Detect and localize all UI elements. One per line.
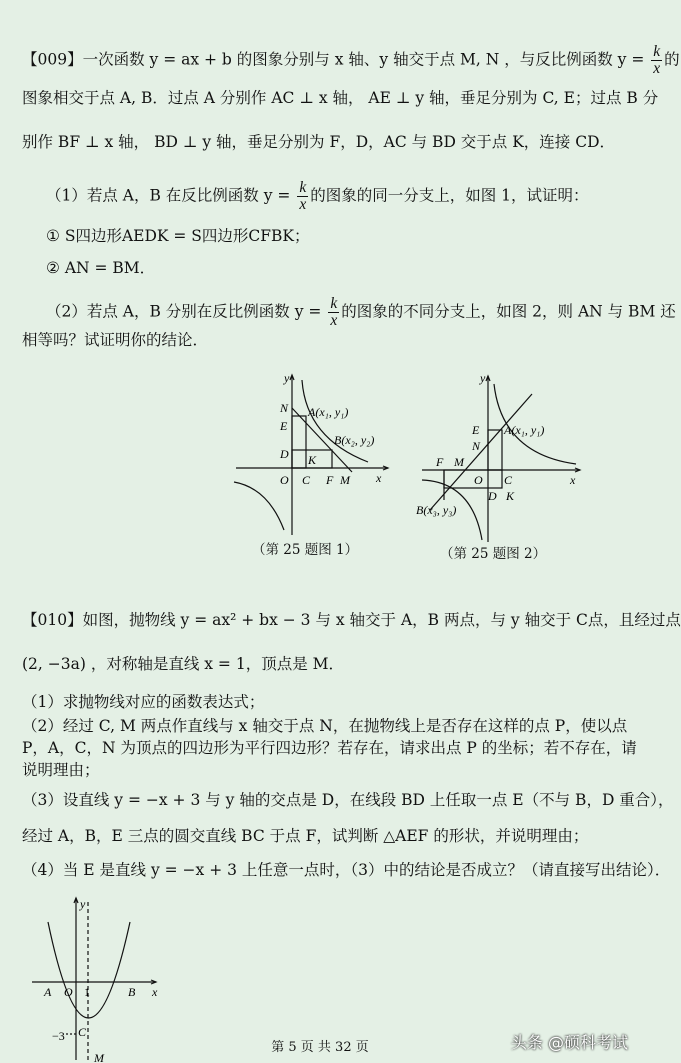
- parabola-curve: [48, 922, 130, 1018]
- p009-q2-cont: 相等吗？试证明你的结论．: [22, 331, 209, 349]
- p010-q3-line1: （3）设直线 y = −x + 3 与 y 轴的交点是 D，在线段 BD 上任取一点 E（不与 B，D 重合），: [22, 791, 674, 809]
- p009-line1-text: 【009】一次函数 y = ax + b 的图象分别与 x 轴、y 轴交于点 M, N ，与反比例函数 y =: [22, 50, 645, 69]
- fraction-k-over-x: $\frac{k}{x}$: [653, 43, 661, 77]
- label-K: K: [506, 489, 515, 503]
- label-y: y: [480, 371, 486, 385]
- label-D: D: [280, 447, 289, 461]
- rect-AE: [292, 416, 306, 468]
- label-A: A(x₁, y₁): [308, 405, 349, 419]
- label-A: A: [44, 985, 52, 999]
- line-MN: [430, 394, 532, 510]
- label-y: y: [284, 371, 290, 385]
- label-M: M: [340, 473, 350, 487]
- p010-line1: 【010】如图，抛物线 y = ax² + bx − 3 与 x 轴交于 A，B 两点，与 y 轴交于 C点，且经过点: [22, 611, 681, 629]
- label-E: E: [280, 419, 288, 433]
- label-M: M: [454, 455, 464, 469]
- page-footer: 第 5 页 共 32 页: [271, 1040, 369, 1055]
- label-x: x: [376, 471, 382, 485]
- label-A: A(x₁, y₁): [504, 423, 545, 437]
- figure-2-caption: （第 25 题图 2）: [440, 546, 547, 562]
- p009-q1-end: 的图象的同一分支上，如图 1，试证明：: [310, 186, 589, 205]
- figure-2: [412, 370, 588, 546]
- p009-q2-end: 的图象的不同分支上，如图 2，则 AN 与 BM 还: [341, 302, 676, 321]
- label-D: D: [488, 489, 497, 503]
- p010-q4: （4）当 E 是直线 y = −x + 3 上任意一点时，（3）中的结论是否成立？（请直接写出结论）．: [22, 861, 671, 879]
- label-F: F: [436, 455, 444, 469]
- p009-q1-part1: ① S四边形AEDK = S四边形CFBK；: [46, 227, 310, 245]
- label-O: O: [474, 473, 483, 487]
- label-minus-3: −3: [52, 1029, 65, 1043]
- label-F: F: [326, 473, 334, 487]
- label-x: x: [152, 985, 158, 999]
- fraction-k-over-x: $\frac{k}{x}$: [299, 179, 307, 213]
- label-E: E: [472, 423, 480, 437]
- p009-line1: [22, 44, 680, 77]
- label-C: C: [78, 1025, 87, 1039]
- p010-line2: (2, −3a) ，对称轴是直线 x = 1，顶点是 M．: [22, 655, 344, 673]
- p010-q1: （1）求抛物线对应的函数表达式；: [22, 693, 265, 711]
- p009-q1: [46, 180, 589, 213]
- label-O: O: [280, 473, 289, 487]
- label-x: x: [570, 473, 576, 487]
- rect-BD: [444, 470, 502, 488]
- watermark: 头条 @硕科考试: [510, 1033, 628, 1052]
- p009-q1-text: （1）若点 A，B 在反比例函数 y =: [46, 186, 291, 205]
- fraction-k-over-x: $\frac{k}{x}$: [330, 295, 338, 329]
- p009-line3: 别作 BF ⊥ x 轴， BD ⊥ y 轴，垂足分别为 F，D，AC 与 BD 交于点 K，连接 CD．: [22, 133, 616, 151]
- p010-q2-line1: （2）经过 C, M 两点作直线与 x 轴交于点 N，在抛物线上是否存在这样的点 P，使以点: [22, 717, 628, 735]
- label-1: 1: [84, 985, 90, 999]
- label-B: B: [128, 985, 136, 999]
- figure-1-caption: （第 25 题图 1）: [252, 542, 359, 558]
- p009-q2: [46, 296, 676, 329]
- label-N: N: [280, 401, 289, 415]
- label-y: y: [80, 897, 86, 911]
- label-C: C: [504, 473, 513, 487]
- figure-1: [228, 370, 398, 540]
- label-K: K: [308, 453, 317, 467]
- label-B: B(x₂, y₂): [334, 433, 375, 447]
- p010-q2-line3: 说明理由；: [22, 761, 100, 779]
- label-C: C: [302, 473, 311, 487]
- label-N: N: [472, 439, 481, 453]
- p009-q1-part2: ② AN = BM．: [46, 259, 156, 277]
- p009-q2-text: （2）若点 A，B 分别在反比例函数 y =: [46, 302, 322, 321]
- p010-q3-line2: 经过 A，B，E 三点的圆交直线 BC 于点 F，试判断 △AEF 的形状，并说明理由；: [22, 827, 589, 845]
- p010-q2-line2: P，A，C，N 为顶点的四边形为平行四边形？若存在，请求出点 P 的坐标；若不存在，请: [22, 739, 637, 757]
- hyperbola-branch-2: [234, 482, 284, 530]
- p009-line1-end: 的: [664, 50, 680, 69]
- label-O: O: [64, 985, 73, 999]
- label-B: B(x₃, y₃): [416, 503, 457, 517]
- p009-line2: 图象相交于点 A, B．过点 A 分别作 AC ⊥ x 轴， AE ⊥ y 轴，垂足分别为 C, E；过点 B 分: [22, 89, 659, 107]
- label-M: M: [94, 1051, 104, 1063]
